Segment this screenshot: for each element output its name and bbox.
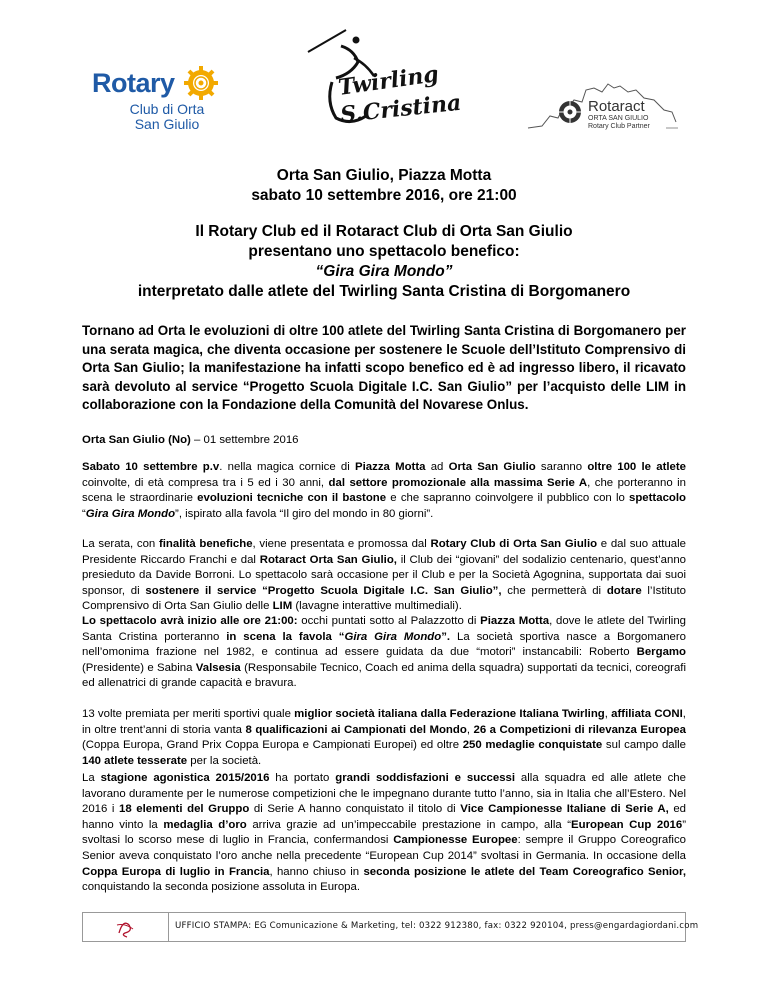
- rotary-logo-subtitle: Club di Orta San Giulio: [129, 101, 205, 132]
- title-line-4: interpretato dalle atlete del Twirling Santa Cristina di Borgomanero: [137, 283, 631, 300]
- eg-logo-icon: [83, 913, 169, 941]
- rotaract-logo-word: Rotaract: [588, 98, 645, 115]
- paragraph-4: 13 volte premiata per meriti sportivi quale miglior società italiana dalla Federazione Italiana Twirling, affiliata CONI, in oltre trent’anni di storia vanta 8 qualificazioni ai Campionati del Mondo, 26 a Competizioni di rilevanza Europea (Coppa Europa, Grand Prix Coppa Europa e Campionati Europei) ed oltre 250 medaglie conquistate sul campo dalle 140 atlete tesserate per la società.: [82, 708, 687, 767]
- paragraph-1: Sabato 10 settembre p.v. nella magica cornice di Piazza Motta ad Orta San Giulio saranno oltre 100 le atlete coinvolte, di età compresa tra i 5 ed i 30 anni, dal settore promozionale alla massima Serie A, che porteranno in scena le straordinarie evoluzioni tecniche con il bastone e che sapranno coinvolgere il pubblico con lo spettacolo “Gira Gira Mondo”, ispirato alla favola “Il giro del mondo in 80 giorni”.: [82, 461, 687, 520]
- rotaract-wheel-icon: [556, 98, 584, 126]
- paragraph-3: Lo spettacolo avrà inizio alle ore 21:00: occhi puntati sotto al Palazzotto di Piazza Motta, dove le atlete del Twirling Santa Cristina porteranno in scena la favola “Gira Gira Mondo”. La società sportiva nasce a Borgomanero nell’omonima frazione nel 1982, e continua ad essere guidata da due “motori” instancabili: Roberto Bergamo (Presidente) e Sabina Valsesia (Responsabile Tecnico, Coach ed anima della squadra) supportati da tecnici, coreografi ed allenatrici di grande capacità e bravura.: [82, 615, 686, 690]
- rotary-wheel-icon: [184, 66, 218, 100]
- dateline: [82, 433, 686, 449]
- paragraph-2: La serata, con finalità benefiche, viene presentata e promossa dal Rotary Club di Orta San Giulio e dal suo attuale Presidente Riccardo Franchi e dal Rotaract Orta San Giulio, il Club dei “giovani” del sodalizio centenario, quest’anno presieduto da Davide Borroni. Lo spettacolo sarà occasione per il Club e per la Società Agognina, supportata dai suoi sponsor, di sostenere il service “Progetto Scuola Digitale I.C. San Giulio”, che permetterà di dotare l’Istituto Comprensivo di Orta San Giulio delle LIM (lavagne interattive multimediali).: [82, 538, 687, 613]
- event-date: sabato 10 settembre 2016, ore 21:00: [251, 187, 517, 204]
- rotaract-logo-line-2: Rotary Club Partner: [588, 123, 650, 130]
- lead-paragraph: Tornano ad Orta le evoluzioni di oltre 100 atlete del Twirling Santa Cristina di Borgomanero per una serata magica, che diventa occasione per sostenere le Scuole dell’Istituto Comprensivo di Orta San Giulio; la manifestazione ha infatti scopo benefico ed è ad ingresso libero, il ricavato sarà devoluto al service “Progetto Scuola Digitale I.C. San Giulio” per l’acquisto delle LIM in collaborazione con la Fondazione della Comunità del Novarese Onlus.: [82, 323, 686, 412]
- show-title: “Gira Gira Mondo”: [315, 263, 453, 280]
- dateline-date: – 01 settembre 2016: [190, 434, 299, 446]
- twirling-logo-word-2: S.Cristina: [338, 89, 463, 129]
- rotary-logo-word: Rotary: [92, 68, 175, 98]
- press-office-footer: [82, 912, 699, 942]
- twirling-logo-word-1: Twirling: [336, 61, 441, 101]
- rotary-logo: [92, 66, 232, 136]
- rotaract-logo: [524, 76, 684, 136]
- title-line-2: presentano uno spettacolo benefico:: [248, 243, 520, 260]
- footer-logo: [83, 913, 169, 941]
- dateline-place: Orta San Giulio (No): [82, 434, 191, 446]
- event-location: Orta San Giulio, Piazza Motta: [276, 167, 492, 184]
- title-line-1: Il Rotary Club ed il Rotaract Club di Orta San Giulio: [195, 223, 573, 240]
- press-office-contacts: UFFICIO STAMPA: EG Comunicazione & Marketing, tel: 0322 912380, fax: 0322 920104, press@engardagiordani.com: [175, 921, 699, 931]
- paragraph-5: La stagione agonistica 2015/2016 ha portato grandi soddisfazioni e successi alla squadra ed alle atlete che lavorano duramente per le numerose competizioni che le impegnano durante tutto l’anno, sia in Italia che all’Estero. Nel 2016 i 18 elementi del Gruppo di Serie A hanno conquistato il titolo di Vice Campionesse Italiane di Serie A, ed hanno vinto la medaglia d’oro arriva grazie ad un’impeccabile prestazione in campo, alla “European Cup 2016” svoltasi lo scorso mese di luglio in Francia, confermandosi Campionesse Europee: sempre il Gruppo Coreografico Senior aveva conquistato l’oro anche nella precedente “European Cup 2014” svoltasi in Germania. In occasione della Coppa Europa di luglio in Francia, hanno chiuso in seconda posizione le atlete del Team Coreografico Senior, conquistando la seconda posizione assoluta in Europa.: [82, 772, 686, 894]
- twirling-logo: [296, 22, 463, 132]
- rotaract-logo-line-1: ORTA SAN GIULIO: [588, 115, 649, 122]
